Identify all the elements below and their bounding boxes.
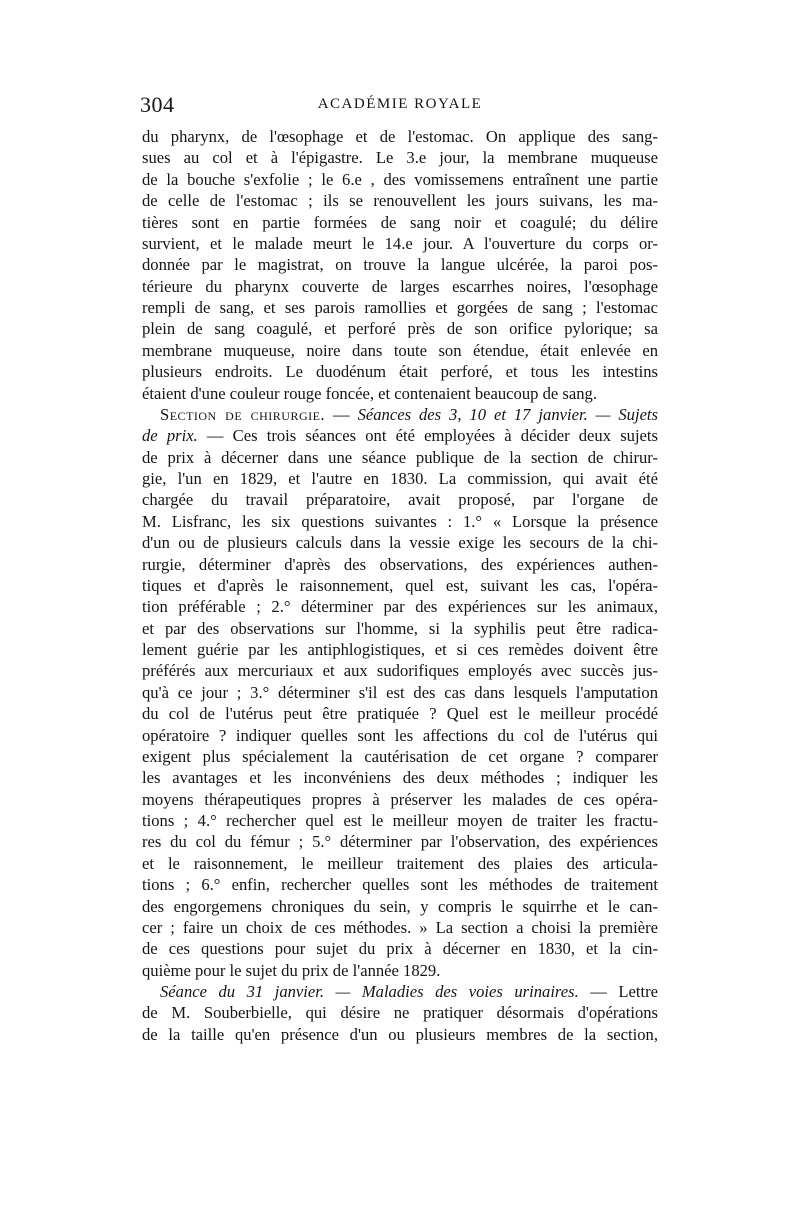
text-line: membrane muqueuse, noire dans toute son étendue, était enlevée en bbox=[142, 340, 658, 360]
text-line: exigent plus spécialement la cautérisation de cet organe ? comparer bbox=[142, 746, 658, 766]
section-heading-line bbox=[142, 404, 658, 425]
text-line: préférés aux mercuriaux et aux sudorifiques employés avec succès jus- bbox=[142, 661, 658, 681]
text-line: de prix à décerner dans une séance publique de la section de chirur- bbox=[142, 447, 658, 467]
text-line: chargée du travail préparatoire, avait proposé, par l'organe de bbox=[142, 490, 658, 510]
text-line: lement guérie par les antiphlogistiques, et si ces remèdes doivent être bbox=[142, 640, 658, 659]
dash-text: — bbox=[325, 404, 358, 424]
text-run: — Lettre bbox=[578, 982, 658, 1001]
text-line: tions ; 4.° rechercher quel est le meilleur moyen de traiter les fractu- bbox=[142, 811, 658, 830]
text-line: tions ; 6.° enfin, rechercher quelles sont les méthodes de traitement bbox=[142, 875, 658, 895]
text-line: rurgie, déterminer d'après des observations, des expériences authen- bbox=[142, 554, 658, 574]
session-title: Séances des 3, 10 et 17 janvier. — Sujets bbox=[357, 404, 658, 424]
text-line: plusieurs endroits. Le duodénum était perforé, et tous les intestins bbox=[142, 362, 658, 382]
text-line: térieure du pharynx couverte de larges escarrhes noires, l'œsophage bbox=[142, 276, 658, 296]
text-run: — Ces trois séances ont été employées à décider deux sujets bbox=[197, 426, 658, 446]
text-line: du col de l'utérus peut être pratiquée ? Quel est le meilleur procédé bbox=[142, 704, 658, 724]
text-line: de la taille qu'en présence d'un ou plusieurs membres de la section, bbox=[142, 1024, 658, 1044]
text-line: res du col du fémur ; 5.° déterminer par l'observation, des expériences bbox=[142, 832, 658, 852]
text-line: quième pour le sujet du prix de l'année 1829. bbox=[142, 960, 441, 980]
text-line: sues au col et à l'épigastre. Le 3.e jour, la membrane muqueuse bbox=[142, 148, 658, 168]
text-line: d'un ou de plusieurs calculs dans la vessie exige les secours de la chi- bbox=[142, 533, 658, 553]
text-line: étaient d'une couleur rouge foncée, et contenaient beaucoup de sang. bbox=[142, 383, 597, 403]
subject-label: de prix. bbox=[142, 426, 198, 446]
text-line: des engorgemens chroniques du sein, y compris le squirrhe et le can- bbox=[142, 896, 658, 916]
body-text bbox=[142, 126, 658, 1045]
text-line: les avantages et les inconvéniens des deux méthodes ; indiquer les bbox=[142, 768, 658, 788]
text-line: qu'à ce jour ; 3.° déterminer s'il est des cas dans lesquels l'amputation bbox=[142, 682, 658, 702]
text-line: cer ; faire un choix de ces méthodes. » La section a choisi la première bbox=[142, 917, 658, 937]
text-line bbox=[142, 425, 658, 446]
text-line: tiques et d'après le raisonnement, quel est, suivant les cas, l'opéra- bbox=[142, 575, 658, 595]
page-number: 304 bbox=[140, 92, 175, 117]
text-line: du pharynx, de l'œsophage et de l'estomac. On applique des sang- bbox=[142, 127, 658, 146]
text-line: et le raisonnement, le meilleur traitement des plaies des articula- bbox=[142, 853, 658, 873]
session-title: Séance du 31 janvier. — Maladies des voies urinaires. bbox=[160, 982, 579, 1001]
text-line: gie, l'un en 1829, et l'autre en 1830. La commission, qui avait été bbox=[142, 469, 658, 488]
text-line: plein de sang coagulé, et perforé près de son orifice pylorique; sa bbox=[142, 319, 658, 339]
text-line: rempli de sang, et ses parois ramollies et gorgées de sang ; l'estomac bbox=[142, 298, 658, 317]
text-line: de celle de l'estomac ; ils se renouvellent les jours suivans, les ma- bbox=[142, 191, 658, 211]
text-line: donnée par le magistrat, on trouve la langue ulcérée, la paroi pos- bbox=[142, 255, 658, 275]
text-line: moyens thérapeutiques propres à préserver les malades de ces opéra- bbox=[142, 789, 658, 809]
running-head: ACADÉMIE ROYALE bbox=[317, 96, 483, 112]
section-title: Section de chirurgie. bbox=[160, 404, 326, 424]
text-line: survient, et le malade meurt le 14.e jour. A l'ouverture du corps or- bbox=[142, 233, 658, 253]
text-line: tion préférable ; 2.° déterminer par des expériences sur les animaux, bbox=[142, 597, 658, 617]
page-header bbox=[140, 92, 660, 122]
text-line: M. Lisfranc, les six questions suivantes : 1.° « Lorsque la présence bbox=[142, 511, 658, 531]
text-line: opératoire ? indiquer quelles sont les affections du col de l'utérus qui bbox=[142, 725, 658, 745]
session-heading-line bbox=[142, 981, 658, 1002]
text-line: tières sont en partie formées de sang noir et coagulé; du délire bbox=[142, 212, 658, 232]
text-line: de M. Souberbielle, qui désire ne pratiquer désormais d'opérations bbox=[142, 1003, 658, 1023]
text-line: de la bouche s'exfolie ; le 6.e , des vomissemens entraînent une partie bbox=[142, 169, 658, 189]
text-line: et par des observations sur l'homme, si la syphilis peut être radica- bbox=[142, 618, 658, 638]
text-line: de ces questions pour sujet du prix à décerner en 1830, et la cin- bbox=[142, 939, 658, 959]
